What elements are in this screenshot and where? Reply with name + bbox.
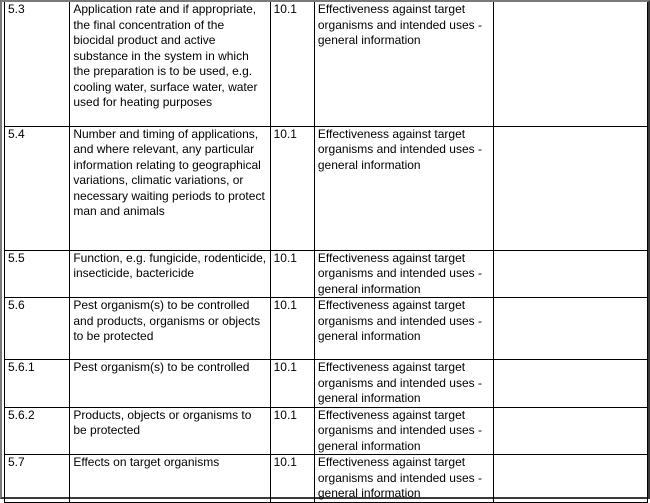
notes-cell bbox=[494, 298, 648, 360]
section-number: 5.6.1 bbox=[8, 360, 35, 374]
reference-number: 10.1 bbox=[273, 360, 297, 374]
description-cell bbox=[70, 250, 270, 298]
reference-cell bbox=[270, 407, 314, 455]
reference-number: 10.1 bbox=[273, 250, 297, 265]
notes-cell bbox=[494, 250, 648, 298]
description-cell bbox=[70, 2, 270, 126]
category-cell bbox=[314, 407, 493, 455]
requirements-table bbox=[4, 2, 648, 503]
category-text: Effectiveness against target organisms and intended uses - general information bbox=[317, 126, 482, 172]
description-cell bbox=[70, 298, 270, 360]
notes-cell bbox=[494, 2, 648, 126]
section-number: 5.5 bbox=[8, 250, 25, 265]
category-text: Effectiveness against target organisms and intended uses - general information bbox=[317, 250, 482, 296]
description-cell bbox=[70, 407, 270, 455]
reference-number: 10.1 bbox=[273, 126, 297, 141]
category-cell bbox=[314, 455, 493, 503]
requirement-description: Effects on target organisms bbox=[73, 455, 220, 469]
table-row bbox=[5, 455, 648, 503]
category-cell bbox=[314, 298, 493, 360]
table-row bbox=[5, 250, 648, 298]
section-number-cell bbox=[5, 455, 70, 503]
category-text: Effectiveness against target organisms and intended uses - general information bbox=[317, 455, 482, 500]
section-number: 5.6.2 bbox=[8, 407, 35, 422]
reference-number: 10.1 bbox=[273, 407, 297, 422]
category-cell bbox=[314, 2, 493, 126]
category-cell bbox=[314, 126, 493, 250]
category-text: Effectiveness against target organisms and intended uses - general information bbox=[317, 360, 482, 405]
reference-number: 10.1 bbox=[273, 298, 297, 312]
section-number: 5.6 bbox=[8, 298, 25, 312]
section-number-cell bbox=[5, 298, 70, 360]
reference-cell bbox=[270, 126, 314, 250]
section-number-cell bbox=[5, 2, 70, 126]
category-text: Effectiveness against target organisms and intended uses - general information bbox=[317, 2, 482, 47]
section-number-cell bbox=[5, 250, 70, 298]
section-number: 5.4 bbox=[8, 126, 25, 141]
notes-cell bbox=[494, 360, 648, 408]
reference-cell bbox=[270, 360, 314, 408]
table-row bbox=[5, 360, 648, 408]
requirement-description: Products, objects or organisms to be protected bbox=[73, 407, 252, 437]
table-row bbox=[5, 126, 648, 250]
requirement-description: Number and timing of applications, and where relevant, any particular information relating to geographical variations, climatic variations, or necessary waiting periods to protect man and animals bbox=[73, 126, 265, 218]
requirement-description: Pest organism(s) to be controlled and products, organisms or objects to be protected bbox=[73, 298, 261, 343]
category-cell bbox=[314, 250, 493, 298]
notes-cell bbox=[494, 407, 648, 455]
description-cell bbox=[70, 126, 270, 250]
category-text: Effectiveness against target organisms and intended uses - general information bbox=[317, 407, 482, 453]
reference-cell bbox=[270, 2, 314, 126]
requirement-description: Function, e.g. fungicide, rodenticide, insecticide, bactericide bbox=[73, 250, 267, 280]
reference-number: 10.1 bbox=[273, 2, 297, 16]
notes-cell bbox=[494, 126, 648, 250]
reference-cell bbox=[270, 250, 314, 298]
section-number-cell bbox=[5, 407, 70, 455]
section-number: 5.7 bbox=[8, 455, 25, 469]
requirement-description: Application rate and if appropriate, the final concentration of the biocidal product and active substance in the system in which the preparation is to be used, e.g. cooling water, surface water, water used for heating purposes bbox=[73, 2, 258, 109]
section-number-cell bbox=[5, 360, 70, 408]
reference-number: 10.1 bbox=[273, 455, 297, 469]
reference-cell bbox=[270, 455, 314, 503]
category-text: Effectiveness against target organisms and intended uses - general information bbox=[317, 298, 482, 343]
table-row bbox=[5, 298, 648, 360]
reference-cell bbox=[270, 298, 314, 360]
section-number: 5.3 bbox=[8, 2, 25, 16]
table-row bbox=[5, 2, 648, 126]
section-number-cell bbox=[5, 126, 70, 250]
description-cell bbox=[70, 455, 270, 503]
table-row bbox=[5, 407, 648, 455]
category-cell bbox=[314, 360, 493, 408]
requirement-description: Pest organism(s) to be controlled bbox=[73, 360, 250, 374]
notes-cell bbox=[494, 455, 648, 503]
description-cell bbox=[70, 360, 270, 408]
